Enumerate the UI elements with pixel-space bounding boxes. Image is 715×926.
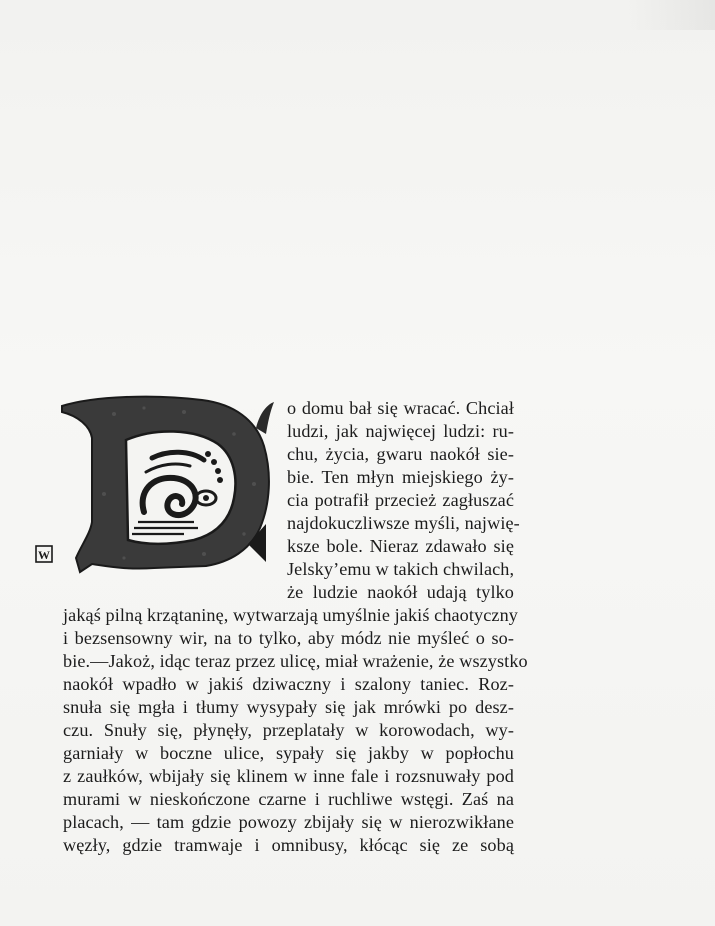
text-line: ksze bole. Nieraz zdawało się (287, 536, 514, 556)
drop-cap-illustration (34, 394, 274, 576)
page-edge-shadow (625, 0, 715, 30)
text-line: murami w nieskończone czarne i ruchliwe wstęgi. Zaś na (63, 789, 514, 809)
text-line: placach, — tam gdzie powozy zbijały się w nierozwikłane (63, 812, 514, 832)
text-line: bie. Ten młyn miejskiego ży- (287, 467, 514, 487)
text-line: czu. Snuły się, płynęły, przeplatały w korowodach, wy- (63, 720, 514, 740)
text-line: bie.—Jakoż, idąc teraz przez ulicę, miał wrażenie, że wszystko (63, 651, 528, 671)
text-line: i bezsensowny wir, na to tylko, aby módz nie myśleć o so- (63, 628, 514, 648)
text-line: najdokuczliwsze myśli, najwię- (287, 513, 520, 533)
text-line: o domu bał się wracać. Chciał (287, 398, 514, 418)
text-line: garniały w boczne ulice, sypały się jakby w popłochu (63, 743, 514, 763)
text-line: naokół wpadło w jakiś dziwaczny i szalony taniec. Roz- (63, 674, 514, 694)
text-line: snuła się mgła i tłumy wysypały się jak mrówki po desz- (63, 697, 514, 717)
text-line: Jelsky’emu w takich chwilach, (287, 559, 515, 579)
text-line: węzły, gdzie tramwaje i omnibusy, kłócąc się ze sobą (63, 835, 514, 855)
text-line: z zaułków, wbijały się klinem w inne fale i rozsnuwały pod (63, 766, 514, 786)
text-line: cia potrafił przecież zagłuszać (287, 490, 514, 510)
monogram-mark: W (38, 548, 50, 562)
text-line: że ludzie naokół udają tylko (287, 582, 514, 602)
text-line: chu, życia, gwaru naokół sie- (287, 444, 514, 464)
text-line: jakąś pilną krzątaninę, wytwarzają umyślnie jakiś chaotyczny (63, 605, 518, 625)
text-line: ludzi, jak najwięcej ludzi: ru- (287, 421, 514, 441)
